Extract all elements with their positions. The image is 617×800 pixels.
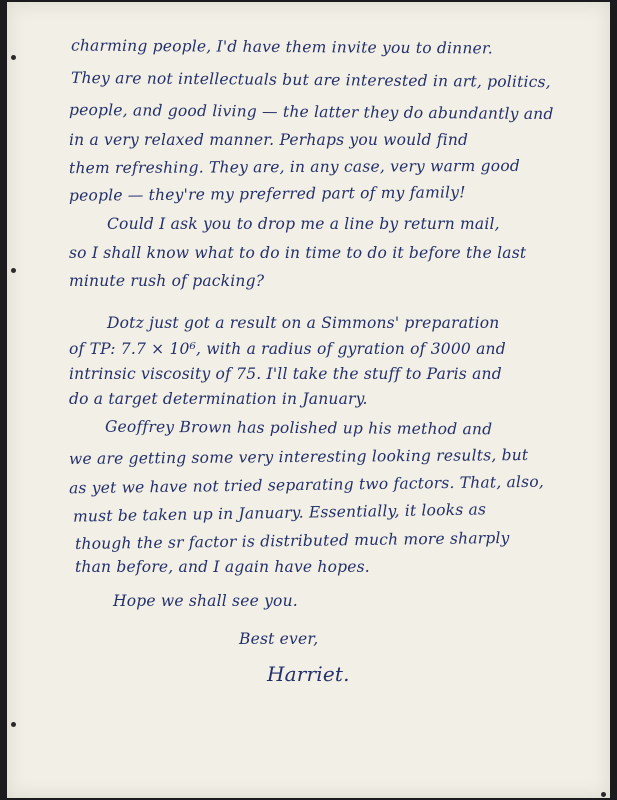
letter-line: Geoffrey Brown has polished up his method and: [104, 417, 493, 439]
letter-line: minute rush of packing?: [69, 272, 265, 290]
letter-line: of TP: 7.7 × 10⁶, with a radius of gyration of 3000 and: [69, 340, 506, 358]
letter-line: so I shall know what to do in time to do it before the last: [69, 244, 527, 262]
letter-line: though the sr factor is distributed much more sharply: [74, 528, 510, 554]
letter-line: people, and good living — the latter they do abundantly and: [68, 100, 554, 124]
letter-line: must be taken up in January. Essentially, it looks as: [72, 500, 487, 526]
punch-hole-mark: [11, 55, 16, 60]
letter-line: we are getting some very interesting looking results, but: [68, 445, 529, 469]
letter-line: They are not intellectuals but are interested in art, politics,: [70, 68, 551, 92]
punch-hole-mark: [601, 792, 606, 797]
letter-line: Could I ask you to drop me a line by return mail,: [107, 215, 500, 233]
letter-page: [7, 2, 610, 798]
punch-hole-mark: [11, 722, 16, 727]
letter-line: Hope we shall see you.: [113, 592, 298, 610]
letter-line: intrinsic viscosity of 75. I'll take the stuff to Paris and: [69, 365, 502, 383]
signature: Harriet.: [267, 662, 350, 686]
letter-line: them refreshing. They are, in any case, very warm good: [68, 156, 521, 178]
letter-line: in a very relaxed manner. Perhaps you would find: [69, 131, 469, 149]
letter-line: people — they're my preferred part of my family!: [68, 183, 466, 205]
letter-line: do a target determination in January.: [69, 390, 368, 408]
punch-hole-mark: [11, 268, 16, 273]
letter-line: charming people, I'd have them invite you to dinner.: [70, 36, 494, 58]
letter-line: as yet we have not tried separating two factors. That, also,: [68, 472, 545, 498]
letter-line: than before, and I again have hopes.: [75, 558, 370, 576]
letter-line: Dotz just got a result on a Simmons' preparation: [107, 314, 500, 332]
closing: Best ever,: [239, 630, 319, 648]
